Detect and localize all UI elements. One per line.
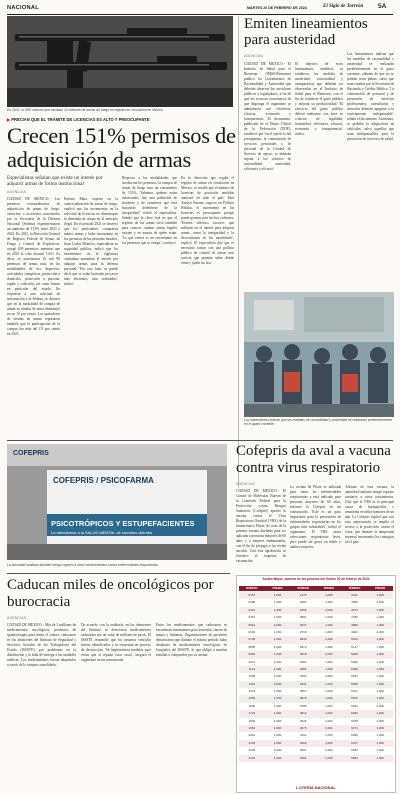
lottery-prize: 1,000 [376, 593, 384, 597]
lottery-number: 5269 [351, 652, 358, 657]
austerity-byline: AGENCIAS [244, 54, 264, 58]
austerity-photo [244, 292, 394, 417]
lottery-infographic [236, 575, 396, 793]
lottery-row [239, 755, 393, 762]
lottery-number: 1582 [248, 696, 256, 701]
lottery-prize: 1,000 [273, 689, 282, 694]
lottery-col-header: PREMIO [375, 587, 386, 590]
lottery-prize: 1,000 [325, 733, 333, 738]
brand-logo: El Siglo de Torreón [323, 4, 364, 9]
lottery-number: 5147 [351, 644, 358, 649]
lottery-prize: 1,000 [325, 726, 333, 731]
lottery-number: 2105 [248, 740, 256, 745]
lottery-prize: 1,000 [376, 652, 384, 657]
lottery-prize: 1,000 [273, 644, 282, 649]
lottery-prize: 2,000 [376, 703, 384, 708]
lottery-prize: 2,000 [325, 674, 333, 679]
lottery-number: 6032 [351, 711, 358, 716]
lottery-row [239, 644, 393, 651]
lottery-number: 1143 [248, 666, 256, 671]
austerity-body-col1: CIUDAD DE MÉXICO.- El Instituto de Salud para el Bienestar (IMSS-Bienestar) publicó los Lineamientos de Racionalidad y Austeridad que deberán observar los servidores públicos y legisladores, a fin de que los recursos económicos de que disponga el organismo se administren con eficiencia, eficacia, economía y transparencia. El documento, publicado en el Diario Oficial de la Federación (DOF), establece que 'en el ejercicio del presupuesto, la contratación de servicios personales y de personal de la Unidad de Servicio de apoyo, se deberán sujetar a los criterios de racionalidad, austeridad, eficiencia y eficacia'. [244, 62, 291, 171]
cofepris-sign-main: PSICOTRÓPICOS Y ESTUPEFACIENTES [51, 519, 195, 528]
lottery-table [239, 592, 393, 762]
austerity-body-col2: El objetivo de estos lineamientos, establece, es establecer las medidas de austeridad, racionalidad y transparencia que deberán ser observadas en el Instituto de Salud para el Bienestar, con el fin de fortalecer el gasto público y mejorar su productividad. 'El ejercicio del gasto público deberá realizarse con base en criterios de legalidad, honestidad, eficiencia, eficacia, economía y transparencia', indica. [295, 62, 343, 136]
lottery-number: 2973 [299, 644, 307, 649]
lottery-number: 0962 [248, 652, 256, 657]
lottery-prize: 1,000 [273, 711, 282, 716]
lottery-prize: 1,000 [376, 733, 384, 738]
lottery-number: 0288 [248, 600, 256, 605]
lottery-number: 3152 [299, 659, 307, 664]
lottery-prize: 1,000 [273, 615, 282, 620]
page-number: 5A [378, 3, 387, 10]
lottery-number: 6417 [351, 740, 358, 745]
lottery-col-header: PREMIO [272, 587, 283, 590]
guns-body-col2: Ernesto Mata, experto en la comercialización de armas de fuego, explicó que los incrementos en la solicitud de licencias no disminuyen la demanda de armas en el mercado ilegal. En el periodo 2021 se observó que los particulares compraron menos armas y hubo incremento en los permisos de las personas morales. Juan Carlos Montero, especialista en seguridad pública, indicó que los incrementos en la vigilancia ciudadana aumentan el interés por adquirir armas para la defensa personal. 'Por otro lado, se puede decir que se están haciendo procesos más eficientes, más ordenados', indicó. [64, 197, 118, 286]
lottery-prize: 1,000 [325, 703, 333, 708]
lottery-row [239, 614, 393, 621]
lottery-prize: 1,000 [273, 703, 282, 708]
meds-byline: AGENCIAS [7, 616, 27, 620]
lottery-number: 6542 [351, 748, 358, 753]
lottery-number: 0391 [248, 607, 256, 612]
austerity-headline: Emiten lineamientos para austeridad [244, 16, 368, 48]
lottery-col-header: NÚMERO [348, 587, 361, 590]
vaccine-body-col1: CIUDAD DE MÉXICO.- El Comité de Moléculas Nuevas de la Comisión Federal para la Protección contra Riesgos Sanitarios (Cofepris) aprobó la vacuna contra el Virus Respiratorio Sincitial (VRS) de la farmacéutica Pfizer. Se trata de la primera vacuna diseñada para ser aplicada a personas mayores de 60 años y a mujeres embarazadas, con el fin de proteger a los recién nacidos. Con esta aprobación se fortalece el esquema de vacunación. [236, 489, 286, 563]
lottery-prize: 1,000 [376, 681, 384, 686]
lottery-number: 4780 [351, 615, 358, 620]
lottery-prize: 1,000 [325, 689, 333, 694]
lottery-number: 2591 [299, 615, 307, 620]
lottery-col-header: NÚMERO [246, 587, 258, 590]
lottery-number: 1258 [248, 674, 256, 679]
lottery-number: 2304 [299, 600, 307, 605]
lottery-prize: 1,000 [273, 600, 282, 605]
lottery-prize: 1,000 [376, 637, 384, 642]
guns-body-col1: CIUDAD DE MÉXICO.- Los permisos extraordinarios de adquisición de armas de fuego, cartuchos o accesorios autorizados por la Secretaría de la Defensa Nacional (Sedena) experimentaron un aumento de 151% entre 2023 y 2023. En 2023, la Dirección General de Registro Federal de Armas de Fuego y Control de Explosivos, otorgó 659 permisos, mientras que en 2023 la cifra alcanzó 1,651. Es decir, se autorizaron 16 mil 98 permisos de armas más, en las modalidades de tiro deportivo, actividades cinegéticas, protección a domicilio, protección a persona, regalo y colección, así como Armas en particular del estado. En respuesta a una solicitud de información a la Sedena, se destacó que en la modalidad de compra de armas en tiendas de arma disminuyó en un 10 por ciento. Los operadores de tiendas de armas reportaron también que la participación de la compra fue más del 2.9 por ciento en 2023. [7, 197, 60, 336]
lottery-prize: 1,000 [376, 644, 384, 649]
lottery-row [239, 659, 393, 666]
lottery-prize: 1,000 [325, 644, 333, 649]
lottery-number: 1956 [248, 726, 256, 731]
austerity-body-col3: Los lineamientos indican que las medidas de racionalidad y austeridad se realizarán preferentemente en el gasto corriente, además de que no se podrán crear plazas, salvo que sean creadas por la Secretaría de Hacienda y Crédito Público. 'La contratación de personal y de prestación de servicios profesionales, consultorías y asesorías deberán apegarse a lo estrictamente indispensable', señala el documento. Asimismo, se prohíbe la adquisición de vehículos, salvo aquellos que sean indispensables para la prestación de servicios de salud. [347, 52, 394, 141]
lottery-prize: 1,000 [325, 740, 333, 745]
masthead-rule [7, 14, 393, 15]
lottery-prize: 2,000 [273, 748, 282, 753]
lottery-row [239, 703, 393, 710]
guns-body-col3: Respecto a las modalidades que involucran los permisos, la compra de armas de fuego tuvo un crecimiento de 151%. 'Sabemos quiénes están autorizados, hay una población de tiradores y de cazadores que está buscando defenderse de la inseguridad', refirió el especialista. Señaló que la clave está en que el registro de las armas sirva también para conocer cuántas armas legales existen y en manos de quién están. 'Lo que vemos es un crecimiento en los permisos que se otorga', concluyó. [122, 176, 177, 245]
lottery-number: 4859 [351, 622, 358, 627]
lottery-number: 3946 [299, 718, 307, 723]
lottery-number: 3785 [299, 703, 307, 708]
lottery-number: 1479 [248, 689, 256, 694]
lottery-prize: 1,000 [376, 696, 384, 701]
lottery-number: 3567 [299, 689, 307, 694]
lottery-prize: 1,000 [273, 593, 282, 597]
vaccine-headline: Cofepris da aval a vacuna contra virus respiratorio [236, 443, 391, 476]
lottery-number: 4921 [351, 629, 358, 634]
lottery-col-header: PREMIO [323, 587, 334, 590]
lottery-title: Sorteo Mayor, número de los premios del Sorteo 20 de febrero de 2024 [262, 577, 370, 581]
lottery-number: 6395 [351, 733, 358, 738]
meds-body-col2: De acuerdo con la auditoría, en los almacenes del Instituto se detectaron medicamentos caducados por un valor de millones de pesos. El ISSSTE respondió que los insumos vencidos fueron identificados y se encuentra en proceso de destrucción. 'Se implementan medidas para evitar que se repitan estos casos', aseguró el organismo en un comunicado. [81, 623, 151, 662]
lottery-number: 1037 [248, 659, 256, 664]
lottery-header-row [239, 586, 393, 591]
lottery-prize: 1,000 [273, 696, 282, 701]
meds-body-col3: Entre los medicamentos que caducaron se encuentran tratamientos para leucemia, cáncer de mama y linfomas. Organizaciones de pacientes denunciaron que durante el mismo periodo hubo desabasto de medicamentos oncológicos en hospitales del ISSSTE, lo que obligó a muchas familias a comprarlos por su cuenta. [156, 623, 227, 657]
lottery-prize: 1,000 [325, 696, 333, 701]
lottery-prize: 1,000 [325, 666, 333, 671]
lottery-prize: 1,000 [273, 666, 282, 671]
lottery-prize: 2,000 [273, 681, 282, 686]
lottery-prize: 1,000 [376, 666, 384, 671]
lottery-row [239, 592, 393, 599]
section-rule-mid [7, 440, 393, 441]
lottery-row [239, 651, 393, 658]
lottery-number: 5527 [351, 674, 358, 679]
lottery-prize: 2,000 [273, 622, 282, 627]
lottery-number: 2162 [248, 755, 256, 760]
lottery-prize: 1,000 [325, 629, 333, 634]
lottery-number: 5741 [351, 689, 358, 694]
lottery-prize: 1,000 [376, 674, 384, 679]
lottery-prize: 1,000 [376, 711, 384, 716]
lottery-number: 0467 [248, 615, 256, 620]
lottery-prize: 1,000 [376, 726, 384, 731]
lottery-row [239, 666, 393, 673]
lottery-number: 4391 [299, 755, 307, 760]
lottery-prize: 1,000 [273, 629, 282, 634]
lottery-number: 0512 [248, 622, 256, 627]
vaccine-byline: AGENCIAS [236, 482, 256, 486]
lottery-prize: 1,000 [325, 637, 333, 642]
lottery-number: 1361 [248, 681, 256, 686]
lottery-number: 2061 [248, 733, 256, 738]
lottery-prize: 1,000 [325, 600, 333, 605]
lottery-row [239, 695, 393, 702]
lottery-row [239, 673, 393, 680]
lottery-prize: 1,000 [376, 607, 384, 612]
lottery-number: 3286 [299, 666, 307, 671]
guns-byline: AGENCIAS [7, 190, 27, 194]
lottery-prize: 1,000 [273, 740, 282, 745]
lottery-footer: LOTERÍA NACIONAL [296, 785, 336, 790]
lottery-row [239, 688, 393, 695]
lottery-number: 5658 [351, 681, 358, 686]
vaccine-body-col2: La vacuna de Pfizer es utilizada para tratar las enfermedades respiratorias y está indicada para personas mayores de 60 años, informó la Cofepris en un comunicado. 'Este es un paso importante para la prevención de enfermedades respiratorias en los grupos más vulnerables', indicó el organismo. El VRS causa infecciones respiratorias leves, pero puede ser grave en bebés y adultos mayores. [290, 485, 341, 549]
lottery-number: 3812 [299, 711, 307, 716]
lottery-number: 0855 [248, 644, 256, 649]
lottery-number: 2846 [299, 637, 307, 642]
lottery-prize: 1,000 [273, 637, 282, 642]
lottery-prize: 1,000 [273, 652, 282, 657]
lottery-row [239, 718, 393, 725]
lottery-prize: 1,000 [376, 659, 384, 664]
guns-kicker [7, 117, 235, 122]
lottery-row [239, 725, 393, 732]
lottery-row [239, 732, 393, 739]
meds-headline: Caducan miles de oncológicos por burocracia [7, 577, 214, 610]
section-rule-low [7, 573, 230, 574]
lottery-prize: 1,000 [376, 615, 384, 620]
hospital-crowd-image [244, 292, 394, 417]
lottery-number: 5492 [351, 666, 358, 671]
section-label: NACIONAL [7, 5, 39, 11]
lottery-number: 4412 [351, 593, 358, 597]
guns-photo-caption: En 2023, la SRE informó que cambian 15 millones de armas de fuego en registro en circulación en México. [7, 108, 164, 112]
lottery-number: 0634 [248, 629, 256, 634]
lottery-number: 3679 [299, 696, 307, 701]
vaccine-body-col3: Además de esta vacuna, la autoridad sanitaria otorgó registro sanitario a otros tratamientos. Dijo que el VRS es la principal causa de bronquiolitis y neumonía en niños menores de un año. La Cofepris explicó que con esta autorización se amplía el acceso a la protección contra el virus, que durante la temporada invernal incrementa los contagios en el país. [345, 485, 394, 544]
lottery-prize: 1,000 [376, 689, 384, 694]
cofepris-photo [7, 444, 227, 560]
lottery-prize: 1,000 [376, 755, 384, 760]
lottery-number: 0748 [248, 637, 256, 642]
cofepris-building-image [7, 444, 227, 560]
lottery-prize: 1,000 [325, 748, 333, 753]
lottery-prize: 1,000 [273, 674, 282, 679]
lottery-number: 3394 [299, 674, 307, 679]
lottery-row [239, 607, 393, 614]
lottery-prize: 1,000 [376, 600, 384, 605]
lottery-row [239, 710, 393, 717]
issue-date: MARTES 20 DE FEBRERO DE 2024 [247, 6, 307, 10]
lottery-number: 2178 [299, 593, 307, 597]
lottery-row [239, 599, 393, 606]
lottery-prize: 1,000 [325, 681, 333, 686]
lottery-number: 3018 [299, 652, 307, 657]
lottery-prize: 1,000 [325, 615, 333, 620]
kicker-bullet-icon: ▶ [7, 117, 12, 122]
cofepris-sign-top: COFEPRIS [13, 450, 49, 457]
lottery-number: 1723 [248, 711, 256, 716]
lottery-number: 2637 [299, 622, 307, 627]
lottery-number: 4673 [351, 607, 358, 612]
guns-body-col4: En la dirección que regula el registro de armas en circulación en México, se resaltó que el número de licencias de portación emitidas aumentó en todo el país. Para Analyn Susano, experto en Política Pública, el incremento en las licencias es preocupante porque puede generar más hechos violentos. 'Existen diversos factores que influyen en el interés para adquirir armas, como la inseguridad y la desconfianza en las autoridades', explicó. El especialista dijo que es necesario contar con una política pública de control de armas más estricta que permita saber dónde están y quién las usa. [181, 176, 234, 265]
lottery-prize: 1,000 [325, 593, 333, 597]
lottery-prize: 1,000 [273, 726, 282, 731]
cofepris-photo-caption: La autoridad sanitaria también otorgó registro a otros medicamentos contra enfermedades respiratorias. [7, 563, 159, 567]
guns-photo [7, 16, 233, 107]
lottery-number: 4075 [299, 726, 307, 731]
lottery-prize: 1,000 [376, 748, 384, 753]
rifle-image [7, 16, 233, 107]
guns-kicker-text: PRECIAN QUE EL TRÁMITE DE LICENCIAS ES ALTO Y PREOCUPANTE [11, 117, 150, 122]
lottery-number: 2455 [299, 607, 307, 612]
lottery-prize: 1,000 [273, 718, 282, 723]
lottery-row [239, 740, 393, 747]
lottery-prize: 1,000 [273, 755, 282, 760]
lottery-number: 4193 [299, 733, 307, 738]
cofepris-sign-bottom: Lo atendemos a la SALUD MENTAL de nuestros clientes [51, 530, 152, 535]
lottery-prize: 1,000 [325, 652, 333, 657]
lottery-prize: 1,000 [376, 718, 384, 723]
lottery-number: 6271 [351, 726, 358, 731]
lottery-number: 5876 [351, 696, 358, 701]
meds-body-col1: CIUDAD DE MÉXICO.- Más de 3 millones de medicamentos oncológicos, productos de quimioterapia para tratar el cáncer, caducaron en los almacenes del Instituto de Seguridad y Servicios Sociales de los Trabajadores del Estado (ISSSTE), por problemas en la distribución y la falta de entrega a las unidades médicas. Los medicamentos fueron adquiridos a través de la compra consolidada. [7, 623, 76, 667]
lottery-number: 1695 [248, 703, 256, 708]
lottery-number: 0154 [248, 593, 256, 597]
column-divider [238, 16, 239, 488]
lottery-row [239, 636, 393, 643]
lottery-col-header: NÚMERO [297, 587, 309, 590]
lottery-number: 6683 [351, 755, 358, 760]
lottery-row [239, 681, 393, 688]
lottery-number: 6158 [351, 718, 358, 723]
lottery-prize: 1,000 [325, 622, 333, 627]
lottery-number: 2139 [248, 748, 256, 753]
lottery-number: 4526 [351, 600, 358, 605]
lottery-prize: 1,000 [325, 718, 333, 723]
lottery-prize: 1,000 [273, 607, 282, 612]
lottery-prize: 1,000 [273, 659, 282, 664]
cofepris-sign-mid: COFEPRIS / PSICOFARMA [53, 476, 154, 485]
lottery-prize: 1,000 [273, 733, 282, 738]
lottery-prize: 2,000 [376, 629, 384, 634]
lottery-prize: 1,000 [325, 659, 333, 664]
lottery-number: 5013 [351, 637, 358, 642]
guns-headline: Crecen 151% permisos de adquisición de armas [7, 123, 236, 172]
lottery-number: 1849 [248, 718, 256, 723]
guns-subhead: Especialistas señalan que existe un interés por adquirir armas de forma institucional [7, 175, 103, 188]
lottery-number: 4337 [299, 748, 307, 753]
lottery-prize: 2,000 [325, 607, 333, 612]
lottery-number: 2718 [299, 629, 307, 634]
lottery-row [239, 629, 393, 636]
lottery-prize: 1,000 [376, 622, 384, 627]
austerity-photo-caption: Los lineamientos indican que las medidas de racionalidad y austeridad se realizarán preferentemente en el gasto corriente. [244, 418, 393, 427]
lottery-prize: 1,000 [325, 711, 333, 716]
lottery-number: 3431 [299, 681, 307, 686]
lottery-prize: 1,000 [325, 755, 333, 760]
lottery-number: 5384 [351, 659, 358, 664]
lottery-number: 5914 [351, 703, 358, 708]
lottery-row [239, 622, 393, 629]
lottery-number: 4268 [299, 740, 307, 745]
lottery-row [239, 747, 393, 754]
lottery-prize: 1,000 [376, 740, 384, 745]
